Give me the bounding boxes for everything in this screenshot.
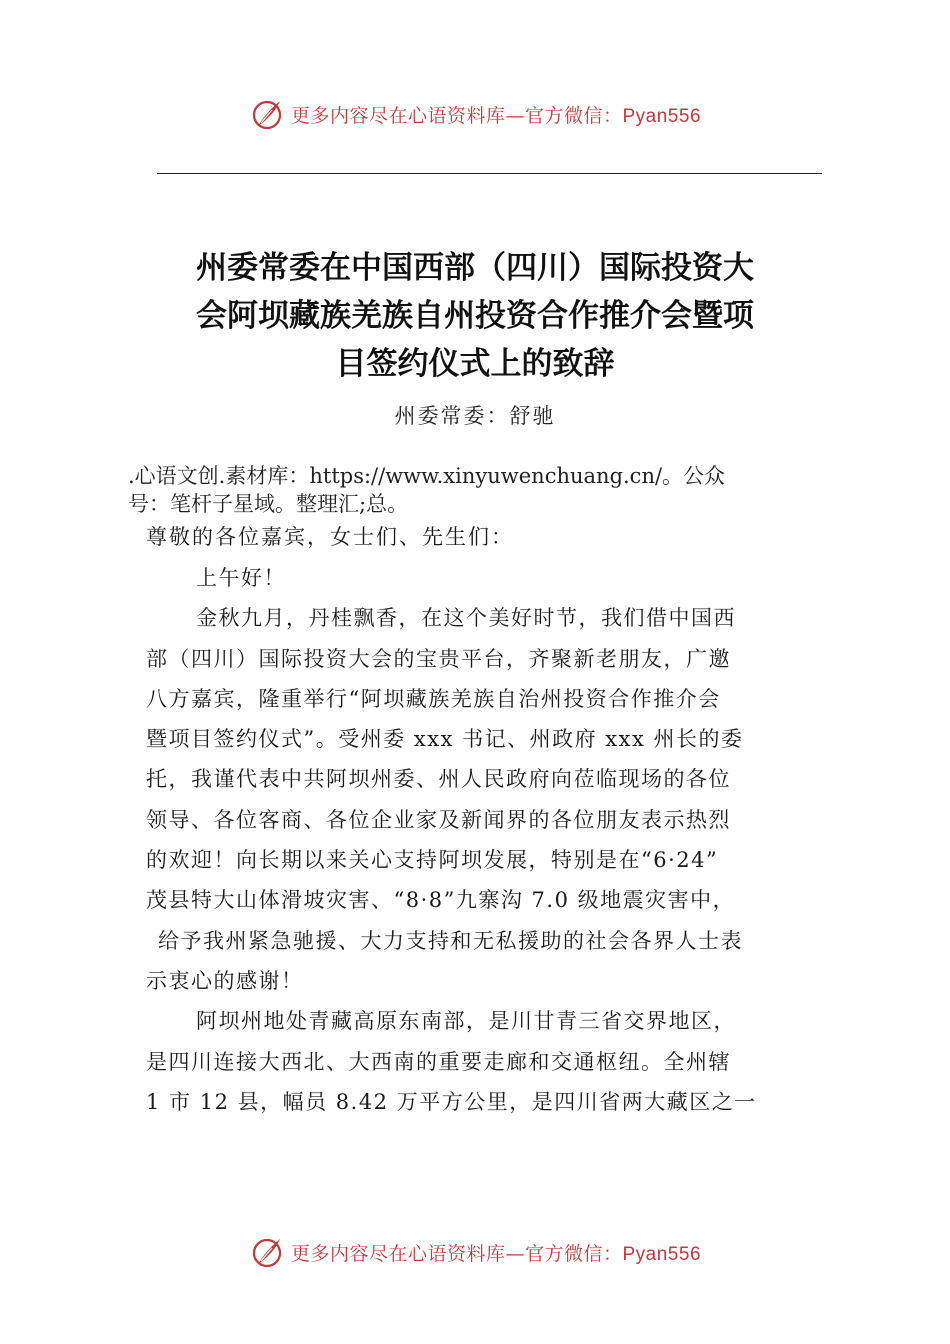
quill-pen-logo-icon [249,96,285,132]
body-line: 是四川连接大西北、大西南的重要走廊和交通枢纽。全州辖 [146,1049,731,1074]
document-title [120,244,830,388]
author-line: 州委常委：舒驰 [394,404,556,428]
header-banner [0,94,950,134]
body-line: 上午好！ [196,566,286,590]
footer-banner [0,1232,950,1272]
body-line: 部（四川）国际投资大会的宝贵平台，齐聚新老朋友，广邀 [146,646,731,671]
body-line: 给予我州紧急驰援、大力支持和无私援助的社会各界人士表 [158,928,743,953]
title-line: 州委常委在中国西部（四川）国际投资大 [196,250,754,286]
banner-wechat-id: Pyan556 [622,1243,702,1265]
source-note [128,462,828,518]
body-line: 八方嘉宾，隆重举行“阿坝藏族羌族自治州投资合作推介会 [146,686,721,711]
banner-wechat-id: Pyan556 [622,105,702,127]
body-line: 1 市 12 县，幅员 8.42 万平方公里，是四川省两大藏区之一 [146,1089,757,1114]
quill-pen-logo-icon [249,1234,285,1270]
body-line: 阿坝州地处青藏高原东南部，是川甘青三省交界地区， [196,1009,736,1034]
speech-body [146,558,826,1122]
banner-text: 更多内容尽在心语资料库—官方微信：Pyan556 [290,1242,702,1265]
body-line: 托，我谨代表中共阿坝州委、州人民政府向莅临现场的各位 [146,767,731,792]
banner-text: 更多内容尽在心语资料库—官方微信：Pyan556 [290,104,702,127]
body-line: 茂县特大山体滑坡灾害、“8·8”九寨沟 7.0 级地震灾害中， [146,888,736,913]
header-divider [157,173,822,174]
body-line: 暨项目签约仪式”。受州委 xxx 书记、州政府 xxx 州长的委 [146,727,744,752]
body-line: 金秋九月，丹桂飘香，在这个美好时节，我们借中国西 [196,606,736,631]
salutation: 尊敬的各位嘉宾，女士们、先生们： [146,525,514,549]
source-line: 号：笔杆子星域。整理汇;总。 [128,492,409,516]
body-line: 的欢迎！向长期以来关心支持阿坝发展，特别是在“6·24” [146,848,719,873]
source-line: .心语文创.素材库：https://www.xinyuwenchuang.cn/。公众 [128,464,726,488]
title-line: 目签约仪式上的致辞 [335,346,615,382]
body-line: 领导、各位客商、各位企业家及新闻界的各位朋友表示热烈 [146,807,731,832]
body-line: 示衷心的感谢！ [146,968,304,993]
title-line: 会阿坝藏族羌族自州投资合作推介会暨项 [196,298,754,334]
